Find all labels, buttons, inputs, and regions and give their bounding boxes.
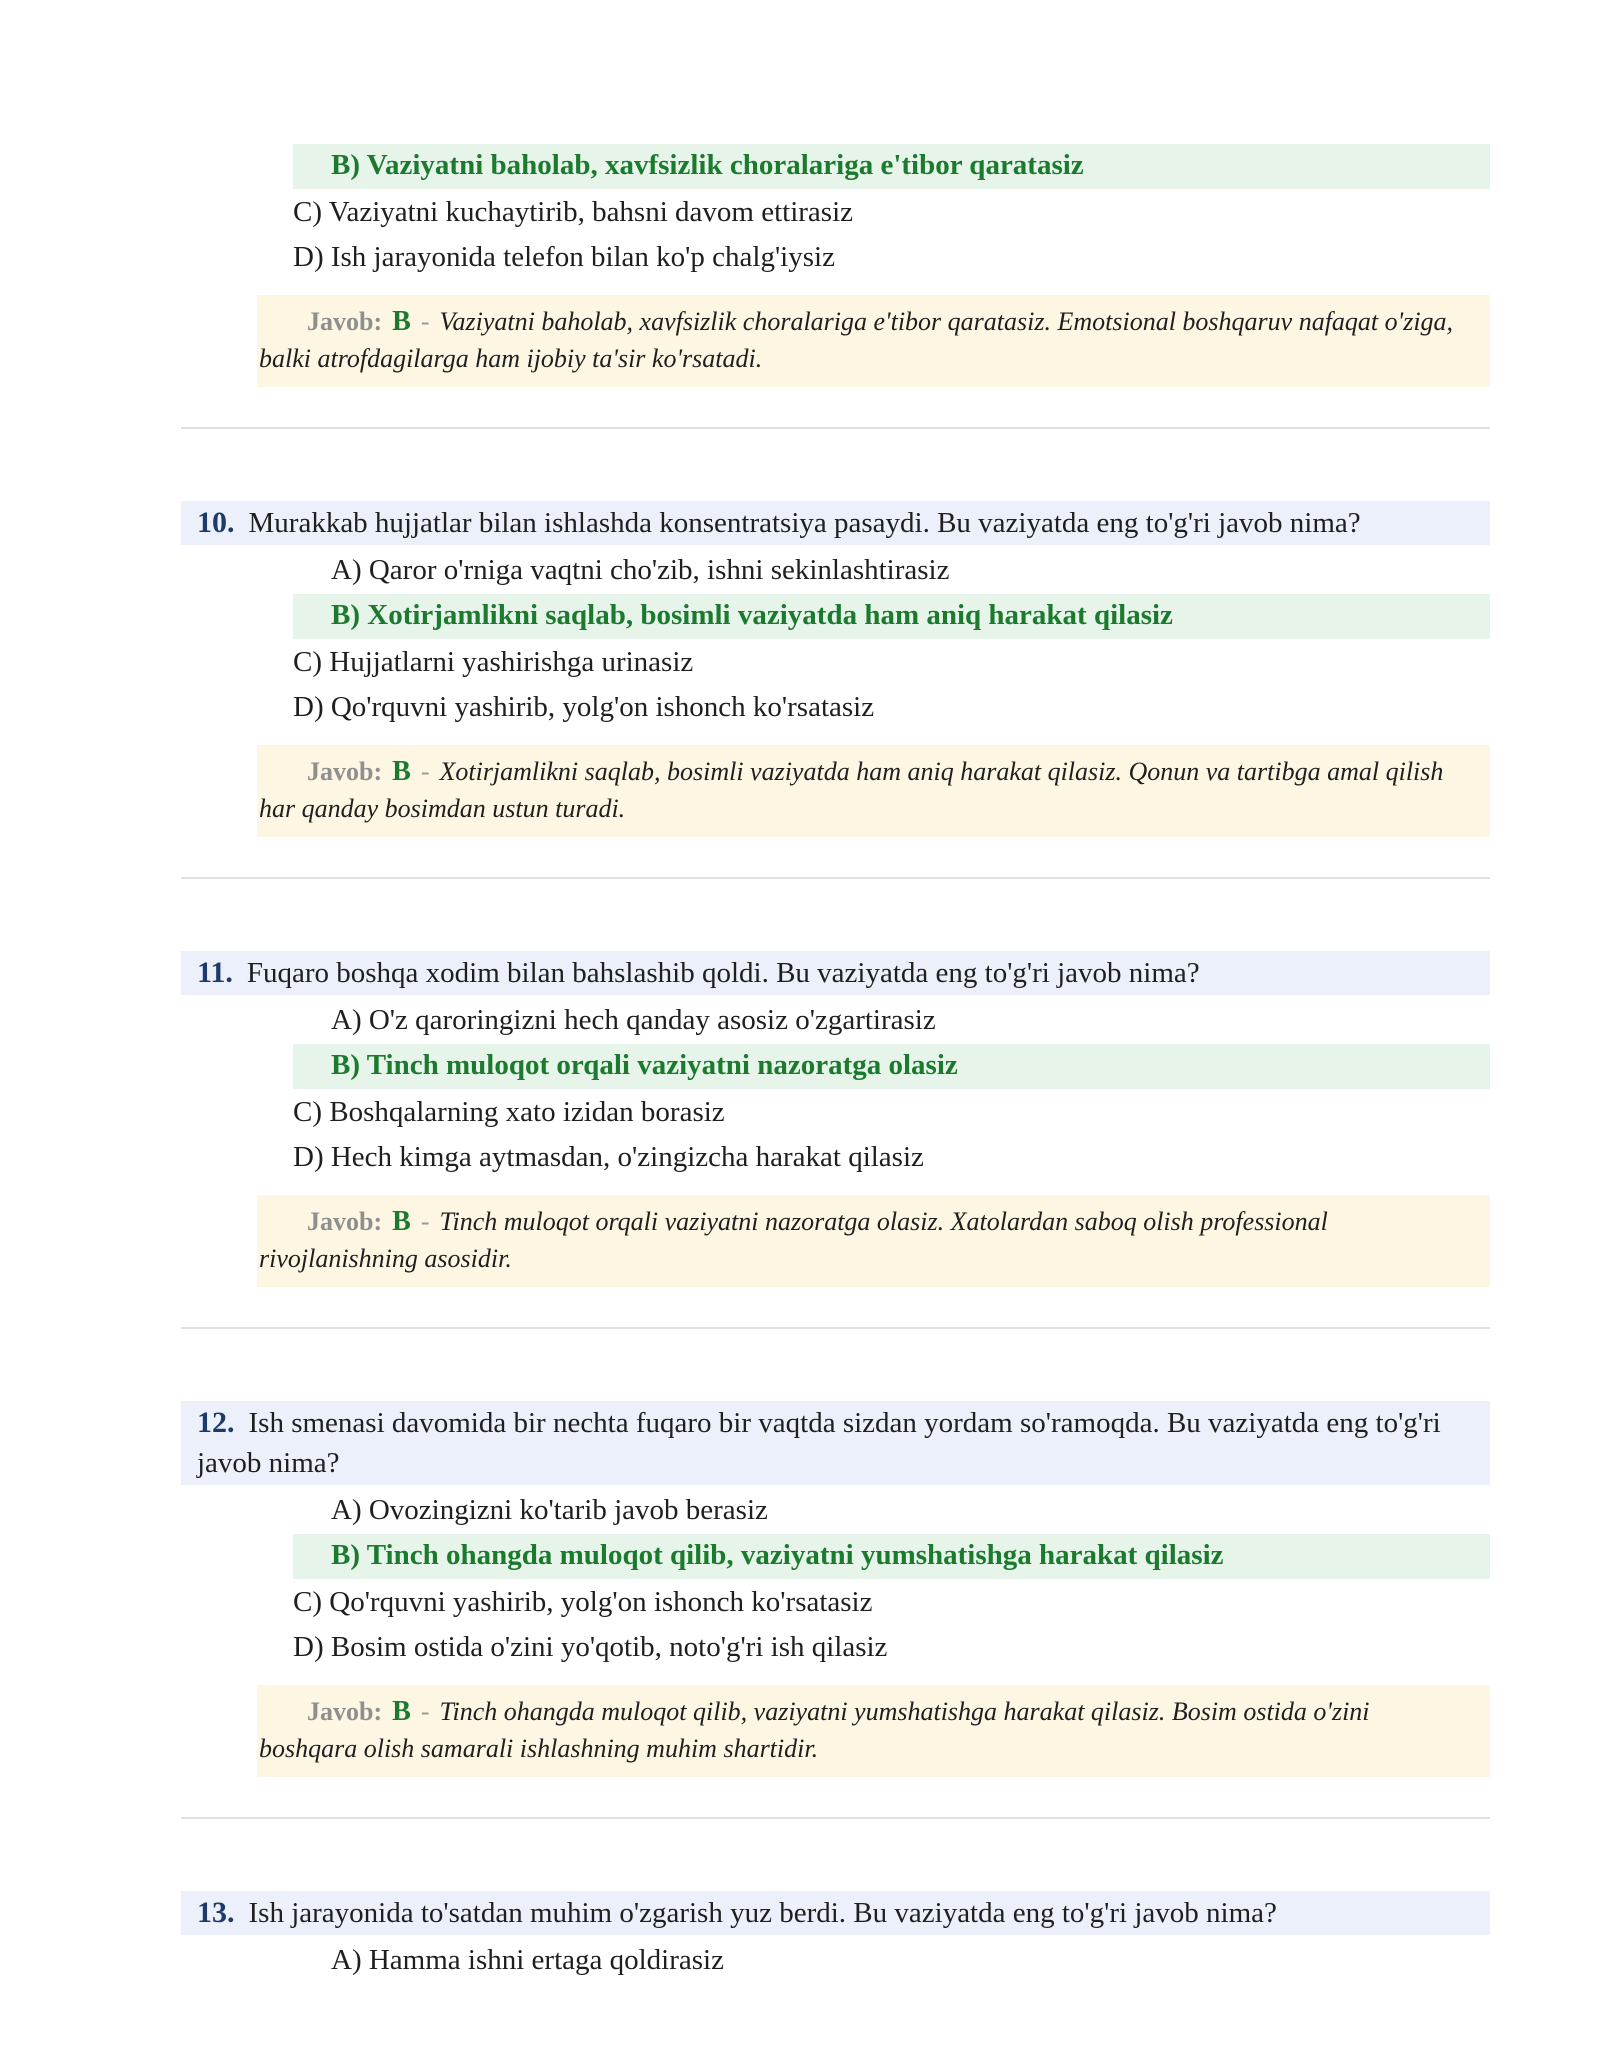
answer-label: Javob: [307, 757, 383, 786]
option-a: A) Qaror o'rniga vaqtni cho'zib, ishni sekinlashtirasiz [331, 554, 950, 586]
option-d: D) Hech kimga aytmasdan, o'zingizcha harakat qilasiz [293, 1141, 924, 1173]
question-9-tail [181, 144, 1490, 387]
answer-letter: B [392, 756, 411, 787]
question-header [181, 501, 1490, 545]
q9-option-b-correct: B) Vaziyatni baholab, xavfsizlik choralariga e'tibor qaratasiz [293, 144, 1490, 189]
option-b-correct: B) Tinch ohangda muloqot qilib, vaziyatni yumshatishga harakat qilasiz [293, 1534, 1490, 1579]
question-header [181, 1891, 1490, 1935]
option-b-correct: B) Tinch muloqot orqali vaziyatni nazoratga olasiz [293, 1044, 1490, 1089]
option-b-correct: B) Xotirjamlikni saqlab, bosimli vaziyatda ham aniq harakat qilasiz [293, 594, 1490, 639]
question-text: Fuqaro boshqa xodim bilan bahslashib qoldi. Bu vaziyatda eng to'g'ri javob nima? [246, 957, 1200, 989]
option-d: D) Bosim ostida o'zini yo'qotib, noto'g'ri ish qilasiz [293, 1631, 888, 1663]
divider [181, 1327, 1490, 1329]
question-10 [181, 501, 1490, 837]
option-a: A) Hamma ishni ertaga qoldirasiz [331, 1944, 724, 1976]
answer-dash: - [420, 1697, 430, 1726]
question-number: 11. [197, 956, 233, 989]
answer-dash: - [420, 307, 430, 336]
q9-answer-box [257, 295, 1490, 387]
question-11 [181, 951, 1490, 1287]
question-number: 13. [197, 1896, 235, 1929]
quiz-content [181, 144, 1490, 1984]
divider [181, 1817, 1490, 1819]
option-c: C) Boshqalarning xato izidan borasiz [293, 1096, 725, 1128]
option-a: A) Ovozingizni ko'tarib javob berasiz [331, 1494, 768, 1526]
answer-box [257, 1195, 1490, 1287]
question-13 [181, 1891, 1490, 1984]
q9-option-c: C) Vaziyatni kuchaytirib, bahsni davom ettirasiz [293, 196, 853, 228]
answer-text: Xotirjamlikni saqlab, bosimli vaziyatda ham aniq harakat qilasiz. Qonun va tartibga amal qilish har qanday bosimdan ustun turadi. [259, 757, 1444, 823]
q9-option-d: D) Ish jarayonida telefon bilan ko'p chalg'iysiz [293, 241, 835, 273]
option-a: A) O'z qaroringizni hech qanday asosiz o'zgartirasiz [331, 1004, 936, 1036]
divider [181, 877, 1490, 879]
answer-dash: - [420, 1207, 430, 1236]
answer-label: Javob: [307, 307, 383, 336]
answer-dash: - [420, 757, 430, 786]
option-c: C) Hujjatlarni yashirishga urinasiz [293, 646, 694, 678]
question-text: Ish smenasi davomida bir nechta fuqaro bir vaqtda sizdan yordam so'ramoqda. Bu vaziyatda eng to'g'ri javob nima? [197, 1407, 1441, 1479]
question-number: 12. [197, 1406, 235, 1439]
answer-letter: B [392, 306, 411, 337]
answer-box [257, 745, 1490, 837]
answer-letter: B [392, 1206, 411, 1237]
option-d: D) Qo'rquvni yashirib, yolg'on ishonch ko'rsatasiz [293, 691, 875, 723]
answer-text: Tinch ohangda muloqot qilib, vaziyatni yumshatishga harakat qilasiz. Bosim ostida o'zini boshqara olish samarali ishlashning muhim shartidir. [259, 1697, 1370, 1763]
answer-label: Javob: [307, 1207, 383, 1236]
question-header [181, 951, 1490, 995]
answer-letter: B [392, 1696, 411, 1727]
question-text: Ish jarayonida to'satdan muhim o'zgarish yuz berdi. Bu vaziyatda eng to'g'ri javob nima? [248, 1897, 1277, 1929]
question-12 [181, 1401, 1490, 1777]
question-text: Murakkab hujjatlar bilan ishlashda konsentratsiya pasaydi. Bu vaziyatda eng to'g'ri javob nima? [248, 507, 1361, 539]
answer-text: Tinch muloqot orqali vaziyatni nazoratga olasiz. Xatolardan saboq olish professional rivojlanishning asosidir. [259, 1207, 1328, 1273]
question-header [181, 1401, 1490, 1485]
answer-label: Javob: [307, 1697, 383, 1726]
question-number: 10. [197, 506, 235, 539]
option-c: C) Qo'rquvni yashirib, yolg'on ishonch ko'rsatasiz [293, 1586, 873, 1618]
answer-box [257, 1685, 1490, 1777]
answer-text: Vaziyatni baholab, xavfsizlik choralariga e'tibor qaratasiz. Emotsional boshqaruv nafaqat o'ziga, balki atrofdagilarga ham ijobiy ta'sir ko'rsatadi. [259, 307, 1454, 373]
divider [181, 427, 1490, 429]
